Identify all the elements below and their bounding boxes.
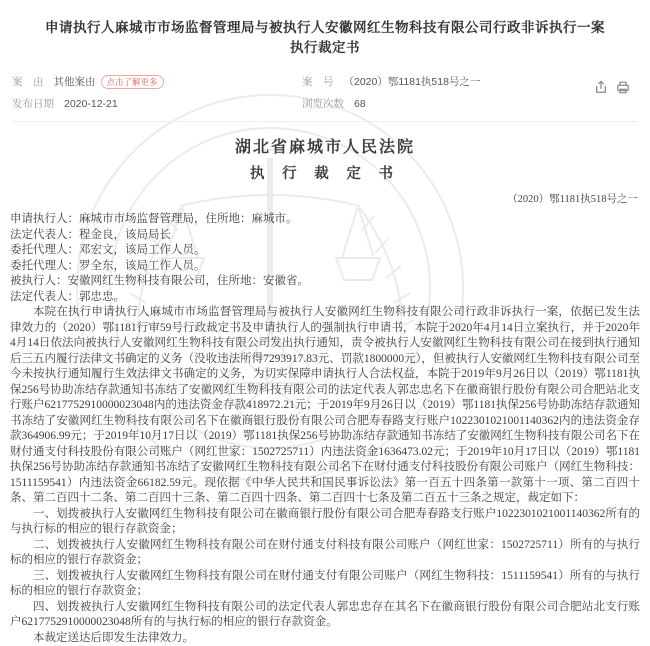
- party-line-legal-rep-1: 法定代表人：程金良，该局局长: [10, 228, 640, 244]
- party-line-legal-rep-2: 法定代表人：郭忠忠。: [10, 290, 640, 306]
- printer-icon[interactable]: [616, 80, 630, 94]
- ruling-item-1: 一、划拨被执行人安徽网红生物科技有限公司在徽商银行股份有限公司合肥寿春路支行账户1022301021001140362所有的与执行标的相应的银行存款资金；: [10, 507, 640, 538]
- judgment-document: [0, 122, 650, 646]
- main-paragraph: 本院在执行申请执行人麻城市市场监督管理局与被执行人安徽网红生物科技有限公司行政非诉执行一案，依据已发生法律效力的（2020）鄂1181行审59号行政裁定书及申请执行人的强制执行申请书，本院于2020年4月14日立案执行，并于2020年4月14日依法向被执行人安徽网红生物科技有限公司发出执行通知，责令被执行人安徽网红生物科技有限公司在接到执行通知后三五内履行法律文书确定的义务（没收违法所得7293917.83元、罚款1800000元），但被执行人安徽网红生物科技有限公司至今未按执行通知履行生效法律文书确定的义务，为切实保障申请执行人合法权益，本院于2019年9月26日以（2019）鄂1181执保256号协助冻结存款通知书冻结了安徽网红生物科技有限公司的法定代表人郭忠忠名下在徽商银行股份有限公司合肥站北支行账户6217752910000023048内的违法资金存款418972.21元；于2019年9月26日以（2019）鄂1181执保256号协助冻结存款通知书冻结了安徽网红生物科技有限公司名下在徽商银行股份有限公司合肥寿春路支行账户1022301021001140362内的违法资金存款364906.99元；于2019年10月17日以（2019）鄂1181执保256号协助冻结存款通知书冻结了安徽网红生物科技有限公司名下在财付通支付科技股份有限公司账户（网红世家：1502725711）内违法资金1636473.02元；于2019年10月17日以（2019）鄂1181执保256号协助冻结存款通知书冻结了安徽网红生物科技有限公司名下在财付通支付科技股份有限公司账户（网红生物科技：1511159541）内违法资金66182.59元。现依据《中华人民共和国民事诉讼法》第一百五十四条第一款第十一项、第二百四十条、第二百四十二条、第二百四十三条、第二百四十四条、第二百四十七条及第二百五十三条之规定，裁定如下：: [10, 305, 640, 507]
- party-line-applicant: 申请执行人：麻城市市场监督管理局，住所地：麻城市。: [10, 212, 640, 228]
- party-line-agent-2: 委托代理人：罗全东，该局工作人员。: [10, 259, 640, 275]
- ruling-item-4: 四、划拨被执行人安徽网红生物科技有限公司的法定代表人郭忠忠存在其名下在徽商银行股份有限公司合肥站北支行账户6217752910000023048所有的与执行标的相应的银行存款资金。: [10, 600, 640, 631]
- case-no-label: 案 号: [302, 74, 334, 89]
- court-name: 湖北省麻城市人民法院: [10, 134, 640, 157]
- cause-label: 案 由: [12, 74, 44, 89]
- cause-value: 其他案由: [54, 74, 96, 89]
- views-count: 68: [354, 98, 366, 110]
- document-type-heading: 执 行 裁 定 书: [10, 162, 640, 183]
- publish-date-value: 2020-12-21: [64, 98, 118, 110]
- views-label: 浏览次数: [302, 96, 344, 111]
- share-icon[interactable]: [594, 80, 608, 94]
- ruling-item-3: 三、划拨被执行人安徽网红生物科技有限公司在财付通支付有限公司账户（网红生物科技：1511159541）所有的与执行标的相应的银行存款资金；: [10, 569, 640, 600]
- case-no-value: （2020）鄂1181执518号之一: [344, 74, 481, 89]
- party-line-agent-1: 委托代理人：邓宏文，该局工作人员。: [10, 243, 640, 259]
- learn-more-badge[interactable]: 点击了解更多: [101, 75, 164, 89]
- meta-panel: [12, 74, 638, 122]
- case-number: （2020）鄂1181执518号之一: [10, 191, 638, 206]
- party-line-respondent: 被执行人：安徽网红生物科技有限公司，住所地：安徽省。: [10, 274, 640, 290]
- publish-date-label: 发布日期: [12, 96, 54, 111]
- ruling-item-2: 二、划拨被执行人安徽网红生物科技有限公司在财付通支付科技有限公司账户（网红世家：1502725711）所有的与执行标的相应的银行存款资金；: [10, 538, 640, 569]
- closing-line: 本裁定送达后即发生法律效力。: [10, 631, 640, 646]
- page-title: 申请执行人麻城市市场监督管理局与被执行人安徽网红生物科技有限公司行政非诉执行一案执行裁定书: [0, 0, 650, 56]
